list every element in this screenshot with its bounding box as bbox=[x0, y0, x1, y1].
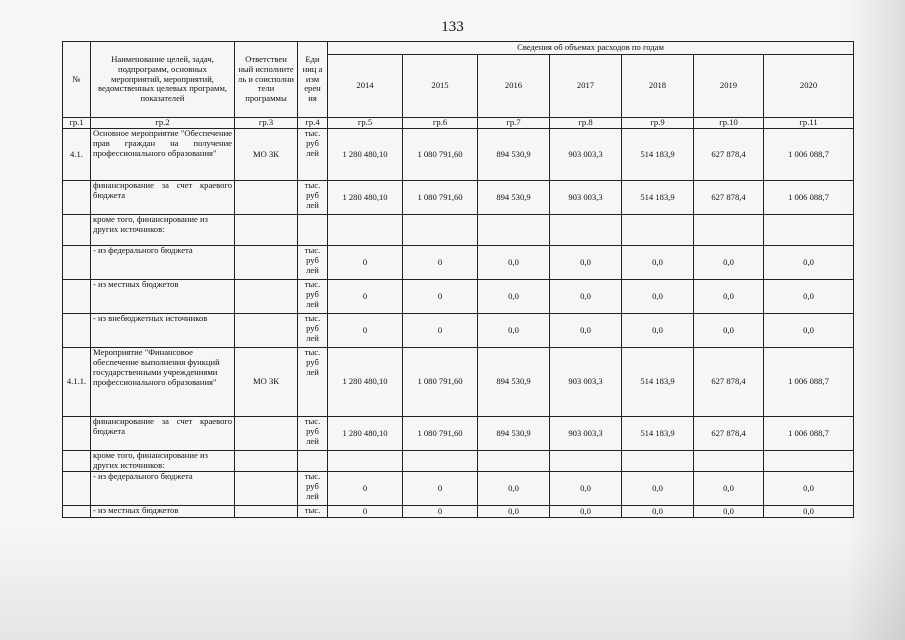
row-name: - из внебюджетных источников bbox=[91, 314, 235, 348]
header-year: 2020 bbox=[764, 55, 854, 118]
row-responsible: МО ЗК bbox=[235, 129, 298, 181]
row-number bbox=[63, 246, 91, 280]
row-value: 0,0 bbox=[550, 314, 622, 348]
column-number: гр.6 bbox=[403, 118, 478, 129]
row-number bbox=[63, 417, 91, 451]
header-num: № bbox=[63, 42, 91, 118]
row-value: 0,0 bbox=[622, 280, 694, 314]
table-row bbox=[63, 280, 854, 314]
row-number bbox=[63, 451, 91, 472]
row-unit: тыс. руб лей bbox=[298, 417, 328, 451]
row-number bbox=[63, 506, 91, 518]
table-row bbox=[63, 246, 854, 280]
row-value bbox=[328, 451, 403, 472]
row-name: кроме того, финансирование из других источников: bbox=[91, 451, 235, 472]
row-value: 0,0 bbox=[478, 314, 550, 348]
column-number: гр.8 bbox=[550, 118, 622, 129]
column-number: гр.3 bbox=[235, 118, 298, 129]
table-row bbox=[63, 215, 854, 246]
row-value: 0,0 bbox=[622, 246, 694, 280]
row-value: 894 530,9 bbox=[478, 181, 550, 215]
row-value bbox=[694, 451, 764, 472]
row-value bbox=[403, 215, 478, 246]
row-number bbox=[63, 472, 91, 506]
row-value: 514 183,9 bbox=[622, 129, 694, 181]
row-value: 0,0 bbox=[694, 246, 764, 280]
column-number: гр.5 bbox=[328, 118, 403, 129]
row-value: 0,0 bbox=[694, 506, 764, 518]
row-value: 0,0 bbox=[550, 246, 622, 280]
row-number bbox=[63, 181, 91, 215]
row-value: 903 003,3 bbox=[550, 417, 622, 451]
header-year: 2017 bbox=[550, 55, 622, 118]
header-name: Наименование целей, задач, подпрограмм, основных мероприятий, мероприятий, ведомственных целевых программ, показателей bbox=[91, 42, 235, 118]
row-value bbox=[478, 451, 550, 472]
row-value: 0,0 bbox=[622, 472, 694, 506]
column-numbers-row bbox=[63, 118, 854, 129]
row-responsible bbox=[235, 451, 298, 472]
row-value: 514 183,9 bbox=[622, 181, 694, 215]
row-value: 903 003,3 bbox=[550, 181, 622, 215]
row-value bbox=[550, 215, 622, 246]
row-value: 0,0 bbox=[622, 506, 694, 518]
row-value: 1 080 791,60 bbox=[403, 181, 478, 215]
page-number: 133 bbox=[441, 19, 464, 35]
row-value: 0,0 bbox=[764, 246, 854, 280]
row-name: - из местных бюджетов bbox=[91, 280, 235, 314]
row-unit: тыс. руб лей bbox=[298, 472, 328, 506]
header-expenses-group: Сведения об объемах расходов по годам bbox=[328, 42, 854, 55]
row-value: 1 280 480,10 bbox=[328, 348, 403, 417]
table-row bbox=[63, 348, 854, 417]
column-number: гр.9 bbox=[622, 118, 694, 129]
row-responsible bbox=[235, 417, 298, 451]
row-unit: тыс. руб лей bbox=[298, 129, 328, 181]
row-value bbox=[764, 215, 854, 246]
column-number: гр.2 bbox=[91, 118, 235, 129]
row-responsible bbox=[235, 280, 298, 314]
row-unit bbox=[298, 215, 328, 246]
row-value: 0,0 bbox=[478, 246, 550, 280]
row-name: финансирование за счет краевого бюджета bbox=[91, 181, 235, 215]
row-value: 0 bbox=[328, 472, 403, 506]
header-year: 2015 bbox=[403, 55, 478, 118]
row-unit: тыс. руб лей bbox=[298, 314, 328, 348]
column-number: гр.7 bbox=[478, 118, 550, 129]
row-value: 0,0 bbox=[478, 506, 550, 518]
row-value: 903 003,3 bbox=[550, 129, 622, 181]
row-value: 514 183,9 bbox=[622, 417, 694, 451]
row-value: 1 080 791,60 bbox=[403, 417, 478, 451]
row-value: 0 bbox=[403, 314, 478, 348]
table-body bbox=[63, 129, 854, 518]
row-value: 0 bbox=[403, 280, 478, 314]
header-row-1 bbox=[63, 42, 854, 55]
row-value: 1 280 480,10 bbox=[328, 181, 403, 215]
row-value: 0,0 bbox=[622, 314, 694, 348]
table-row bbox=[63, 472, 854, 506]
row-name: финансирование за счет краевого бюджета bbox=[91, 417, 235, 451]
row-number bbox=[63, 314, 91, 348]
row-unit: тыс. руб лей bbox=[298, 348, 328, 417]
row-number: 4.1. bbox=[63, 129, 91, 181]
header-year: 2016 bbox=[478, 55, 550, 118]
table-row bbox=[63, 506, 854, 518]
row-name: кроме того, финансирование из других источников: bbox=[91, 215, 235, 246]
row-number: 4.1.1. bbox=[63, 348, 91, 417]
row-unit: тыс. руб лей bbox=[298, 181, 328, 215]
table-row bbox=[63, 181, 854, 215]
row-responsible bbox=[235, 314, 298, 348]
row-value: 0 bbox=[328, 506, 403, 518]
row-value bbox=[550, 451, 622, 472]
row-unit: тыс. bbox=[298, 506, 328, 518]
row-value: 1 080 791,60 bbox=[403, 348, 478, 417]
row-responsible bbox=[235, 215, 298, 246]
row-value: 627 878,4 bbox=[694, 348, 764, 417]
header-year: 2014 bbox=[328, 55, 403, 118]
row-value: 627 878,4 bbox=[694, 417, 764, 451]
row-responsible bbox=[235, 181, 298, 215]
row-value: 627 878,4 bbox=[694, 129, 764, 181]
row-name: - из федерального бюджета bbox=[91, 246, 235, 280]
scan-shadow-bottom bbox=[0, 530, 905, 640]
row-value: 0,0 bbox=[764, 314, 854, 348]
row-value bbox=[478, 215, 550, 246]
row-value bbox=[328, 215, 403, 246]
row-value: 0,0 bbox=[550, 472, 622, 506]
row-value: 1 280 480,10 bbox=[328, 417, 403, 451]
row-value: 0 bbox=[328, 280, 403, 314]
row-value bbox=[622, 451, 694, 472]
row-value: 1 006 088,7 bbox=[764, 417, 854, 451]
column-number: гр.4 bbox=[298, 118, 328, 129]
row-value bbox=[694, 215, 764, 246]
table-row bbox=[63, 417, 854, 451]
header-responsible: Ответствен ный исполните ль и соисполни тели программы bbox=[235, 42, 298, 118]
row-name: - из федерального бюджета bbox=[91, 472, 235, 506]
table-row bbox=[63, 314, 854, 348]
row-name: Мероприятие "Финансовое обеспечение выполнения функций государственными учреждениями профессионального образования" bbox=[91, 348, 235, 417]
header-unit: Еди ниц а изм ерен ия bbox=[298, 42, 328, 118]
row-value: 0,0 bbox=[478, 280, 550, 314]
row-unit: тыс. руб лей bbox=[298, 280, 328, 314]
table-row bbox=[63, 451, 854, 472]
row-value: 1 280 480,10 bbox=[328, 129, 403, 181]
row-value: 903 003,3 bbox=[550, 348, 622, 417]
row-value: 514 183,9 bbox=[622, 348, 694, 417]
row-number bbox=[63, 215, 91, 246]
row-value: 0 bbox=[403, 472, 478, 506]
row-name: Основное мероприятие "Обеспечение прав граждан на получение профессионального образования" bbox=[91, 129, 235, 181]
row-value: 0,0 bbox=[764, 506, 854, 518]
column-number: гр.11 bbox=[764, 118, 854, 129]
row-value: 0,0 bbox=[694, 472, 764, 506]
row-value: 0,0 bbox=[764, 280, 854, 314]
row-value: 0 bbox=[328, 246, 403, 280]
row-value: 894 530,9 bbox=[478, 417, 550, 451]
header-year: 2019 bbox=[694, 55, 764, 118]
row-value: 1 006 088,7 bbox=[764, 129, 854, 181]
row-name: - из местных бюджетов bbox=[91, 506, 235, 518]
row-unit: тыс. руб лей bbox=[298, 246, 328, 280]
column-number: гр.1 bbox=[63, 118, 91, 129]
row-value: 0 bbox=[328, 314, 403, 348]
row-value: 894 530,9 bbox=[478, 129, 550, 181]
row-responsible: МО ЗК bbox=[235, 348, 298, 417]
column-number: гр.10 bbox=[694, 118, 764, 129]
row-value: 0,0 bbox=[478, 472, 550, 506]
row-value: 0,0 bbox=[550, 280, 622, 314]
row-value: 0,0 bbox=[694, 314, 764, 348]
expenditure-table bbox=[62, 41, 854, 518]
row-unit bbox=[298, 451, 328, 472]
row-number bbox=[63, 280, 91, 314]
row-value: 1 080 791,60 bbox=[403, 129, 478, 181]
row-value bbox=[403, 451, 478, 472]
row-responsible bbox=[235, 246, 298, 280]
row-value: 1 006 088,7 bbox=[764, 348, 854, 417]
row-value bbox=[764, 451, 854, 472]
row-value: 0 bbox=[403, 506, 478, 518]
row-value: 0,0 bbox=[550, 506, 622, 518]
row-responsible bbox=[235, 506, 298, 518]
row-value: 0 bbox=[403, 246, 478, 280]
header-year: 2018 bbox=[622, 55, 694, 118]
row-value: 627 878,4 bbox=[694, 181, 764, 215]
row-value: 0,0 bbox=[764, 472, 854, 506]
table-row bbox=[63, 129, 854, 181]
row-value bbox=[622, 215, 694, 246]
row-value: 894 530,9 bbox=[478, 348, 550, 417]
row-value: 0,0 bbox=[694, 280, 764, 314]
row-value: 1 006 088,7 bbox=[764, 181, 854, 215]
row-responsible bbox=[235, 472, 298, 506]
